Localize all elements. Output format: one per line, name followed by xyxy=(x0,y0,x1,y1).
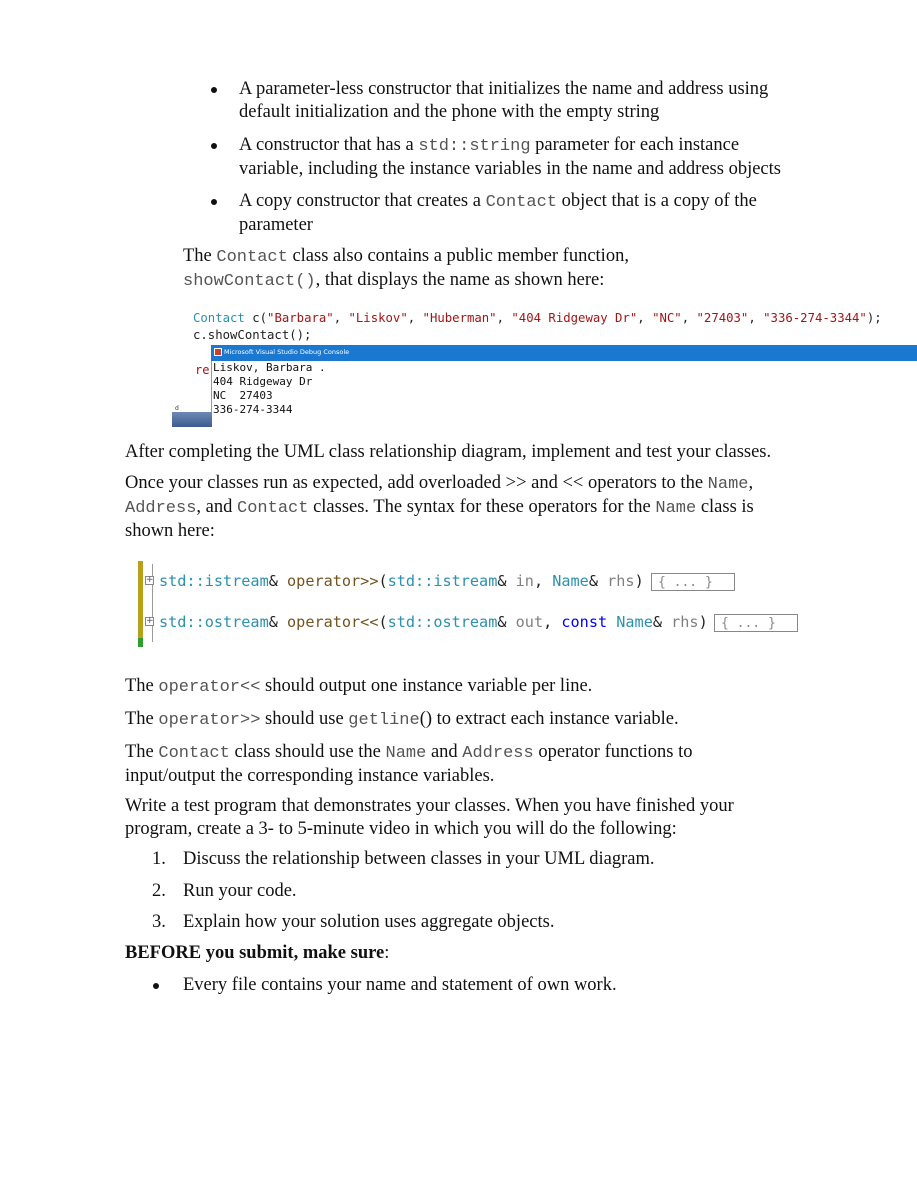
contact-paragraph: The Contact class also contains a public member function, showContact(), that displays the name as shown here: xyxy=(183,246,629,291)
expand-icon[interactable]: + xyxy=(146,616,154,626)
bullet-copy-constructor: A copy constructor that creates a Contact object that is a copy of the parameter xyxy=(239,191,757,235)
code-peek: re xyxy=(195,363,210,377)
step-text: Run your code. xyxy=(183,881,297,901)
para-operators: Once your classes run as expected, add overloaded >> and << operators to the Name, Address, and Contact classes. The syntax for these operators for the Name class is shown here: xyxy=(125,473,754,541)
console-border xyxy=(211,361,212,417)
step-number: 2. xyxy=(152,881,166,901)
code-sample: Contact c("Barbara", "Liskov", "Huberman", "404 Ridgeway Dr", "NC", "27403", "336-274-3344"); c.showContact(); xyxy=(193,311,882,342)
console-title: Microsoft Visual Studio Debug Console xyxy=(224,348,350,356)
para-test-program: Write a test program that demonstrates your classes. When you have finished your program, create a 3- to 5-minute video in which you will do the following: xyxy=(125,796,734,839)
para-after-uml: After completing the UML class relationship diagram, implement and test your classes. xyxy=(125,442,772,462)
para-operator-in: The operator>> should use getline() to extract each instance variable. xyxy=(125,709,679,730)
taskbar-label: d xyxy=(175,405,179,412)
change-gutter xyxy=(138,561,143,638)
before-submit-heading: BEFORE you submit, make sure: xyxy=(125,943,390,963)
collapsed-body[interactable]: { ... } xyxy=(714,614,798,632)
step-text: Discuss the relationship between classes in your UML diagram. xyxy=(183,849,655,869)
bullet-default-constructor: A parameter-less constructor that initializes the name and address using default initialization and the phone with the empty string xyxy=(239,79,769,122)
bullet-dot xyxy=(211,87,217,93)
change-gutter-saved xyxy=(138,638,143,647)
step-text: Explain how your solution uses aggregate objects. xyxy=(183,912,555,932)
bullet-dot xyxy=(211,143,217,149)
taskbar-strip xyxy=(172,412,212,427)
console-output: Liskov, Barbara . 404 Ridgeway Dr NC 27403 336-274-3344 xyxy=(213,361,326,416)
bullet-dot xyxy=(211,199,217,205)
collapsed-body[interactable]: { ... } xyxy=(651,573,735,591)
para-contact-ops: The Contact class should use the Name and Address operator functions to input/output the corresponding instance variables. xyxy=(125,742,693,786)
bullet-dot xyxy=(153,983,159,989)
istream-signature: std::istream& operator>>(std::istream& in, Name& rhs) xyxy=(159,572,644,590)
step-number: 1. xyxy=(152,849,166,869)
ostream-signature: std::ostream& operator<<(std::ostream& out, const Name& rhs) xyxy=(159,613,708,631)
final-bullet: Every file contains your name and statement of own work. xyxy=(183,975,617,995)
bullet-string-constructor: A constructor that has a std::string parameter for each instance variable, including the instance variables in the name and address objects xyxy=(239,135,781,179)
para-operator-out: The operator<< should output one instance variable per line. xyxy=(125,676,593,697)
step-number: 3. xyxy=(152,912,166,932)
expand-icon[interactable]: + xyxy=(146,575,154,585)
console-app-icon xyxy=(214,348,222,356)
